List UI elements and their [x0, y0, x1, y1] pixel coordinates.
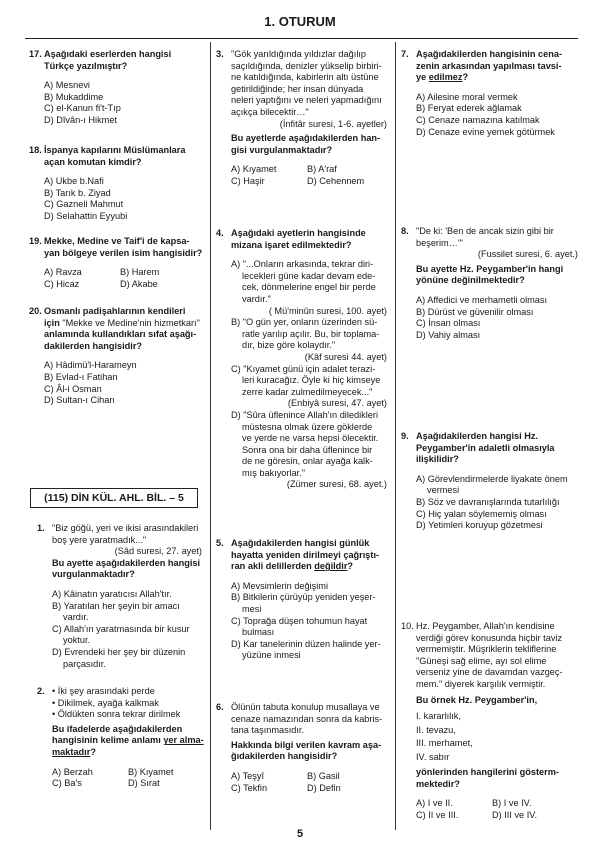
option-a-line: lecekleri güne kadar devam ede-	[242, 270, 376, 281]
question-text: cenaze namazından sonra da kabris-	[231, 713, 383, 724]
section-label: (115) DİN KÜL. AHL. BİL. – 5	[30, 488, 198, 508]
question-quote: "De ki: 'Ben de ancak sizin gibi bir	[416, 226, 554, 236]
option-c[interactable]: C) Gazneli Mahmut	[44, 199, 124, 210]
question-stem: Osmanlı padişahlarının kendileri	[44, 306, 186, 316]
question-17	[29, 49, 204, 127]
question-stem: İspanya kapılarını Müslümanlara	[44, 145, 186, 155]
question-quote: saçıldığında, denizler yükselip birbiri-	[231, 60, 382, 71]
roman-item: II. tevazu,	[416, 724, 456, 735]
question-20	[29, 306, 206, 407]
option-b[interactable]: B) A'raf	[307, 164, 337, 175]
option-d[interactable]	[231, 639, 391, 662]
question-quote: neleri yaptığını ve neleri yapmadığını	[231, 95, 382, 106]
question-stem: ?	[90, 746, 96, 757]
option-a[interactable]: A) Berzah	[52, 766, 93, 777]
option-a[interactable]: A) Affedici ve merhametli olması	[416, 294, 548, 305]
option-d-line: mış bakıyorlar."	[242, 467, 305, 478]
question-stem-underlined: edilmez	[428, 72, 463, 83]
option-c[interactable]: C) II ve III.	[416, 809, 459, 820]
option-c-line: bulması	[242, 627, 275, 638]
quote-source: (Zümer suresi, 68. ayet.)	[286, 479, 387, 490]
option-a[interactable]: A) Ravza	[44, 267, 82, 278]
quote-source: (Fussilet suresi, 6. ayet.)	[477, 249, 578, 260]
question-quote: getirildiğinde; her insan dünyada	[231, 83, 364, 94]
option-c-line: C) Toprağa düşen tohumun hayat	[231, 615, 368, 626]
option-c[interactable]: C) Cenaze namazına katılmak	[416, 114, 540, 125]
question-stem: Bu ayette aşağıdakilerden hangisi	[52, 557, 201, 568]
question-number: 1.	[37, 523, 45, 533]
option-b[interactable]: B) I ve IV.	[492, 798, 532, 809]
question-3	[216, 49, 391, 188]
question-number: 6.	[216, 702, 224, 712]
question-text: Ölünün tabuta konulup musallaya ve	[231, 702, 380, 712]
option-a[interactable]: A) Teşyî	[231, 770, 265, 781]
question-stem: Aşağıdakilerden hangisinin cena-	[416, 49, 563, 59]
option-c[interactable]	[52, 624, 206, 647]
question-stem: vurgulanmaktadır?	[52, 569, 135, 580]
question-5	[216, 538, 391, 662]
option-c[interactable]: C) Haşir	[231, 175, 265, 186]
option-d[interactable]: D) Dîvân-ı Hikmet	[44, 114, 117, 125]
question-9	[401, 431, 582, 532]
question-stem: ?	[347, 561, 354, 572]
option-b-line: dır, bize göre kolaydır."	[242, 340, 336, 351]
question-stem: Hakkında bilgi verilen kavram aşa-	[231, 739, 382, 750]
option-d[interactable]: D) III ve IV.	[492, 809, 538, 820]
option-c[interactable]: C) Âl-i Osman	[44, 383, 102, 394]
option-d[interactable]: D) Cehennem	[307, 175, 365, 186]
question-stem: yan bölgeye verilen isim hangisidir?	[44, 247, 203, 258]
option-a[interactable]: A) I ve II.	[416, 798, 453, 809]
option-d-line: D) Kar tanelerinin düzen halinde yer-	[231, 638, 381, 649]
option-b[interactable]	[52, 601, 206, 624]
question-stem: Türkçe yazılmıştır?	[44, 60, 128, 71]
question-stem: Aşağıdaki ayetlerin hangisinde	[231, 228, 366, 238]
question-text: "Güneşi sağ elime, ayı sol elime	[416, 655, 547, 666]
question-text: tana taşınmasıdır.	[231, 725, 305, 736]
option-a[interactable]: A) Kâinatın yaratıcısı Allah'tır.	[52, 588, 172, 599]
question-stem: gisi vurgulanmaktadır?	[231, 144, 333, 155]
question-stem: hangisinin kelime anlamı	[52, 735, 164, 746]
option-b-line: vardır.	[63, 612, 89, 623]
quote-source: (Enbiyâ suresi, 47. ayet)	[287, 398, 387, 409]
question-stem: Bu örnek Hz. Peygamber'in,	[416, 694, 538, 705]
question-7	[401, 49, 582, 138]
option-c[interactable]	[231, 616, 391, 639]
question-stem: ?	[462, 72, 469, 83]
question-stem: Peygamber'in adaletli olmasıyla	[416, 442, 555, 453]
option-a[interactable]: A) Ukbe b.Nafi	[44, 176, 104, 187]
question-stem-underlined: yer alma-	[163, 735, 204, 746]
question-10	[401, 621, 582, 822]
option-a[interactable]: A) Ailesine moral vermek	[416, 91, 518, 102]
question-19	[29, 236, 204, 290]
question-stem: Aşağıdakilerden hangisi Hz.	[416, 431, 539, 441]
option-d[interactable]: D) Selahattin Eyyubi	[44, 210, 128, 221]
question-stem: yönlerinden hangilerini gösterm-	[416, 767, 559, 778]
option-d[interactable]: D) Vahiy alması	[416, 329, 481, 340]
option-b[interactable]: B) Tarık b. Ziyad	[44, 187, 111, 198]
option-d-line: D) Evrendeki her şey bir düzenin	[52, 646, 186, 657]
question-quote: beşerim…'"	[416, 237, 463, 248]
question-number: 7.	[401, 49, 409, 59]
column-divider-2	[395, 42, 396, 830]
option-a[interactable]	[416, 474, 582, 497]
option-b-line: B) "O gün yer, onların üzerinden sü-	[231, 317, 378, 328]
option-b[interactable]: B) Gasil	[307, 770, 340, 781]
option-d-line: yüzüne inmesi	[242, 650, 301, 661]
option-b[interactable]	[231, 592, 391, 615]
question-text: verseniz yine de davamdan vazgeç-	[416, 667, 563, 678]
option-b-line: B) Bitkilerin çürüyüp yeniden yeşer-	[231, 592, 376, 603]
option-a-line: A) "...Onların arkasında, tekrar diri-	[231, 259, 374, 270]
question-number: 9.	[401, 431, 409, 441]
question-stem: için	[44, 317, 63, 328]
option-b-line: B) Yaratılan her şeyin bir amacı	[52, 600, 180, 611]
option-b[interactable]: B) Mukaddime	[44, 91, 104, 102]
option-a[interactable]: A) Hâdimü'l-Harameyn	[44, 360, 137, 371]
question-18	[29, 145, 204, 223]
question-quote: açıkça bilecektir…"	[231, 106, 309, 117]
question-number: 2.	[37, 686, 45, 696]
option-c-line: yoktur.	[63, 635, 91, 646]
option-a-line: vardır."	[242, 293, 271, 304]
option-d[interactable]: D) Cenaze evine yemek götürmek	[416, 126, 555, 137]
option-b-line: ratle yarılıp açılır. Bu, bir toplama-	[242, 328, 380, 339]
roman-item: IV. sabır	[416, 751, 450, 762]
question-stem: mektedir?	[416, 778, 460, 789]
option-c-line: C) Allah'ın yaratmasında bir kusur	[52, 623, 190, 634]
question-stem: yönüne değinilmektedir?	[416, 275, 525, 286]
header-rule	[25, 38, 578, 39]
option-c[interactable]: C) Hicaz	[44, 278, 80, 289]
question-stem: ye	[416, 72, 429, 83]
question-number: 17.	[29, 49, 42, 59]
option-b[interactable]: B) Evlad-ı Fatihan	[44, 371, 118, 382]
roman-item: I. kararlılık,	[416, 711, 461, 722]
question-4	[216, 228, 391, 491]
option-a[interactable]: A) Mevsimlerin değişimi	[231, 580, 328, 591]
question-number: 18.	[29, 145, 42, 155]
question-stem: Aşağıdakilerden hangisi günlük	[231, 538, 370, 548]
option-c[interactable]: C) Tekfin	[231, 782, 268, 793]
option-d[interactable]	[231, 410, 391, 491]
question-quote: boş yere yaratmadık..."	[52, 534, 147, 545]
option-d-line: ve yerde ne varsa hepsi ölecektir.	[242, 433, 379, 444]
option-c[interactable]: C) Ba's	[52, 778, 82, 789]
question-number: 10.	[401, 621, 414, 631]
question-2	[37, 686, 206, 790]
option-b[interactable]	[231, 317, 391, 363]
option-b[interactable]: B) Dürüst ve güvenilir olması	[416, 306, 534, 317]
option-b-line: mesi	[242, 603, 262, 614]
question-text: verdiği görev konusunda hiçbir taviz	[416, 632, 563, 643]
option-a-line: A) Görevlendirmelerde liyakate önem	[416, 473, 568, 484]
question-stem: ğıdakilerden hangisidir?	[231, 751, 338, 762]
question-stem: açan komutan kimdir?	[44, 156, 142, 167]
option-c[interactable]: C) İnsan olması	[416, 318, 481, 329]
question-number: 3.	[216, 49, 224, 59]
option-d-line: de ne göresin, onlar ayağa kalk-	[242, 456, 373, 467]
question-8	[401, 226, 582, 341]
question-text: Hz. Peygamber, Allah'ın kendisine	[416, 621, 555, 631]
option-b[interactable]: B) Kıyamet	[128, 766, 174, 777]
question-number: 19.	[29, 236, 42, 246]
option-d[interactable]: D) Sultan-ı Cihan	[44, 395, 115, 406]
question-text: vermemiştir. Müşriklerin tekliflerine	[416, 644, 557, 655]
quote-source: (Kâf suresi 44. ayet)	[304, 351, 387, 362]
question-stem: mizana işaret edilmektedir?	[231, 239, 352, 250]
question-stem: dakilerden hangisidir?	[44, 340, 143, 351]
question-quote: "Mekke ve Medine'nin hizmetkarı"	[62, 317, 200, 328]
option-c-line: zerre kadar zulmedilmeyecek..."	[242, 386, 373, 397]
question-stem-underlined: maktadır	[52, 746, 91, 757]
question-1	[37, 523, 206, 670]
question-number: 5.	[216, 538, 224, 548]
question-number: 8.	[401, 226, 409, 236]
question-number: 4.	[216, 228, 224, 238]
page-title: 1. OTURUM	[264, 14, 336, 29]
option-a[interactable]	[231, 259, 391, 317]
option-a-line: cek, dönmelerine engel bir perde	[242, 282, 376, 293]
option-d-line: parçasıdır.	[63, 658, 106, 669]
quote-source: (İnfitâr suresi, 1-6. ayetler)	[279, 118, 387, 129]
option-c[interactable]	[231, 364, 391, 410]
question-stem: Bu ayette Hz. Peygamber'in hangi	[416, 263, 564, 274]
question-stem-underlined: değildir	[314, 561, 348, 572]
option-d[interactable]: D) Defin	[307, 782, 341, 793]
option-c[interactable]: C) Hiç yalan söylememiş olması	[416, 508, 547, 519]
question-stem: ilişkilidir?	[416, 454, 459, 465]
option-a[interactable]: A) Kıyamet	[231, 164, 277, 175]
option-c-line: C) "Kıyamet günü için adalet terazi-	[231, 363, 376, 374]
option-c[interactable]: C) el-Kanun fi't-Tıp	[44, 103, 121, 114]
option-d-line: D) "Sûra üflenince Allah'ın diledikleri	[231, 409, 378, 420]
question-quote: "Gök yarıldığında yıldızlar dağılıp	[231, 49, 367, 59]
question-stem: Bu ayetlerde aşağıdakilerden han-	[231, 133, 381, 144]
question-stem: Aşağıdaki eserlerden hangisi	[44, 49, 172, 59]
question-number: 20.	[29, 306, 42, 316]
roman-item: III. merhamet,	[416, 738, 473, 749]
option-d[interactable]	[52, 647, 206, 670]
question-stem: Bu ifadelerde aşağıdakilerden	[52, 723, 183, 734]
bullet-item: • Dikilmek, ayağa kalkmak	[52, 697, 159, 708]
option-c-line: leri kuracağız. Öyle ki hiç kimseye	[242, 375, 381, 386]
option-a-line: vermesi	[427, 485, 460, 496]
question-quote: "Biz göğü, yeri ve ikisi arasındakileri	[52, 523, 199, 533]
question-quote: ne katıldığında, kabirlerin altı üstüne	[231, 72, 379, 83]
question-stem: hayatta yeniden dirilmeyi çağrıştı-	[231, 549, 380, 560]
option-d-line: müstesna olmak üzere göklerde	[242, 421, 373, 432]
question-stem: Mekke, Medine ve Taif'i de kapsa-	[44, 236, 190, 246]
quote-source: (Sâd suresi, 27. ayet)	[114, 546, 202, 557]
quote-source: ( Mü'minûn suresi, 100. ayet)	[268, 305, 387, 316]
question-stem: ran akli delillerden	[231, 561, 315, 572]
question-stem: zenin arkasından yapılması tavsi-	[416, 60, 562, 71]
column-divider-1	[210, 42, 211, 830]
bullet-item: • İki şey arasındaki perde	[52, 686, 155, 696]
option-d[interactable]: D) Sırat	[128, 778, 160, 789]
option-b[interactable]: B) Söz ve davranışlarında tutarlılığı	[416, 496, 560, 507]
bullet-item: • Öldükten sonra tekrar dirilmek	[52, 709, 181, 720]
page-number: 5	[296, 828, 304, 840]
option-b[interactable]: B) Harem	[120, 267, 160, 278]
question-text: mem." diyerek karşılık vermiştir.	[416, 678, 546, 689]
option-d-line: Sonra ona bir daha üflenince bir	[242, 444, 373, 455]
option-a[interactable]: A) Mesnevi	[44, 80, 90, 91]
question-stem: anlamında kullandıkları sıfat aşağı-	[44, 329, 197, 340]
question-6	[216, 702, 391, 794]
option-b[interactable]: B) Feryat ederek ağlamak	[416, 103, 522, 114]
option-d[interactable]: D) Yetimleri koruyup gözetmesi	[416, 520, 543, 531]
option-d[interactable]: D) Akabe	[120, 278, 158, 289]
